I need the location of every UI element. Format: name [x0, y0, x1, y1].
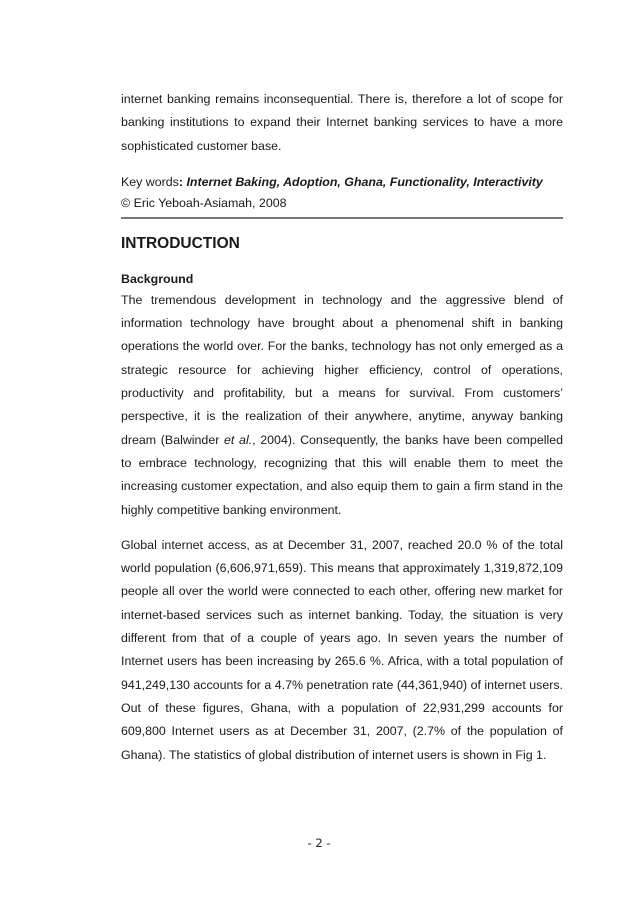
global-access-paragraph: Global internet access, as at December 31, 2007, reached 20.0 % of the total world population (6,606,971,659). This means that approximately 1,319,872,109 people all over the world were connected to each other, offering new market for internet-based services such as internet banking. Today, the situation is very different from that of a couple of years ago. In seven years the number of Internet users has been increasing by 265.6 %. Africa, with a total population of 941,249,130 accounts for a 4.7% penetration rate (44,361,940) of internet users. Out of these figures, Ghana, with a population of 22,931,299 accounts for 609,800 Internet users as at December 31, 2007, (2.7% of the population of Ghana). The statistics of global distribution of internet users is shown in Fig 1. [121, 537, 563, 762]
keywords-line [121, 172, 563, 192]
background-text-part2: , 2004). Consequently, the banks have been compelled to embrace technology, recognizing that this will enable them to meet the increasing customer expectation, and also equip them to gain a firm stand in the highly competitive banking environment. [121, 432, 563, 517]
horizontal-rule [121, 217, 563, 219]
citation-et-al: et al. [224, 432, 253, 447]
keywords-colon: : [178, 174, 183, 189]
background-paragraph [121, 289, 563, 522]
keywords-terms: Internet Baking, Adoption, Ghana, Functionality, Interactivity [186, 174, 543, 189]
page-number: - 2 - [307, 836, 331, 850]
keywords-label: Key words [121, 174, 179, 189]
section-title: INTRODUCTION [121, 234, 240, 252]
copyright-line: © Eric Yeboah-Asiamah, 2008 [121, 195, 287, 210]
subsection-title: Background [121, 271, 194, 286]
abstract-tail-paragraph: internet banking remains inconsequential. There is, therefore a lot of scope for banking institutions to expand their Internet banking services to have a more sophisticated customer base. [121, 92, 563, 153]
background-text-part1: The tremendous development in technology and the aggressive blend of information technology have brought about a phenomenal shift in banking operations the world over. For the banks, technology has not only emerged as a strategic resource for achieving higher efficiency, control of operations, productivity and profitability, but a means for survival. From customers’ perspective, it is the realization of their anywhere, anytime, anyway banking dream (Balwinder [121, 292, 563, 447]
document-page [121, 88, 563, 767]
